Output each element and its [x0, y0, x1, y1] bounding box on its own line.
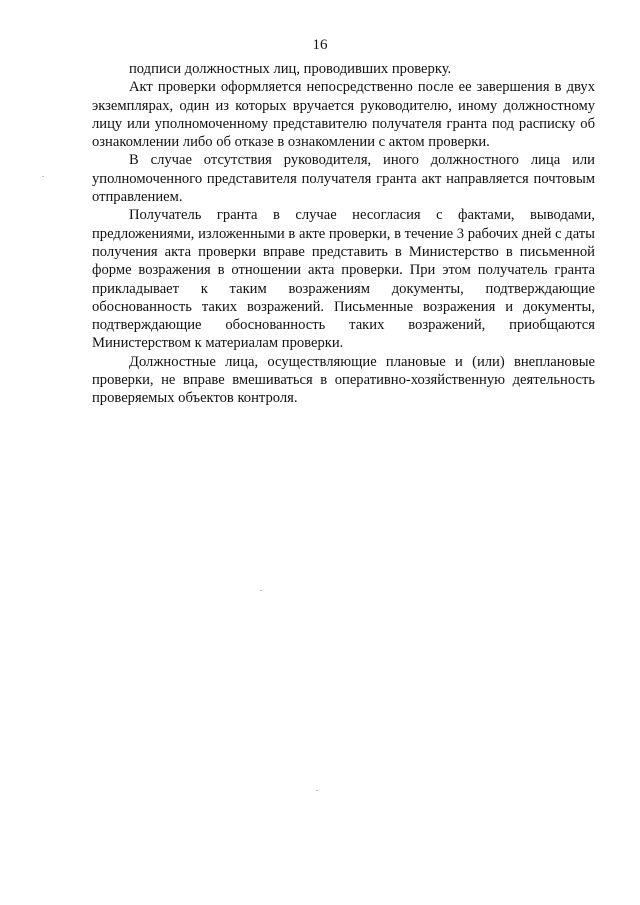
scan-speck [260, 590, 262, 591]
paragraph-no-interference: Должностные лица, осуществляющие плановые и (или) внеплановые проверки, не вправе вмешиваться в оперативно-хозяйственную деятельность проверяемых объектов контроля. [92, 353, 595, 407]
paragraph-objections: Получатель гранта в случае несогласия с фактами, выводами, предложениями, изложенными в акте проверки, в течение 3 рабочих дней с даты получения акта проверки вправе представить в Министерство в письменной форме возражения в отношении акта проверки. При этом получатель гранта прикладывает к таким возражениям документы, подтверждающие обоснованность таких возражений. Письменные возражения и документы, подтверждающие обоснованность таких возражений, приобщаются Министерством к материалам проверки. [92, 207, 595, 352]
paragraph-absence-of-head: В случае отсутствия руководителя, иного должностного лица или уполномоченного представителя получателя гранта акт направляется почтовым отправлением. [92, 152, 595, 206]
scan-speck [316, 790, 318, 791]
paragraph-signatures: подписи должностных лиц, проводивших проверку. [129, 61, 452, 77]
scan-speck [42, 176, 44, 177]
document-body [92, 60, 595, 408]
page-number: 16 [312, 37, 328, 53]
paragraph-act-preparation: Акт проверки оформляется непосредственно после ее завершения в двух экземплярах, один из которых вручается руководителю, иному должностному лицу или уполномоченному представителю получателя гранта под расписку об ознакомлении либо об отказе в ознакомлении с актом проверки. [92, 79, 595, 151]
